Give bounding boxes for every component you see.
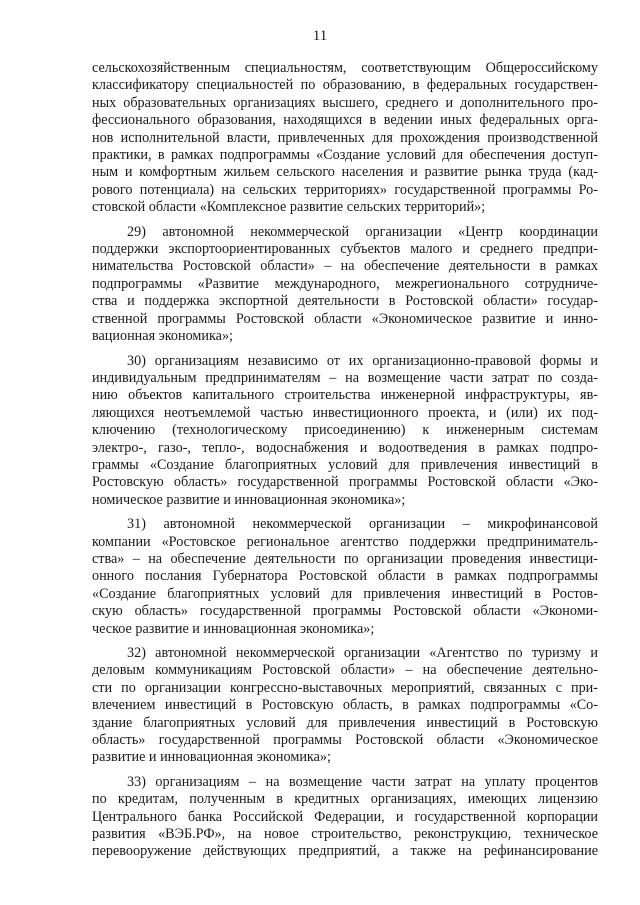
- text-line: ных образовательных организациях высшего, среднего и дополнительного про-: [92, 94, 598, 111]
- text-line: онного послания Губернатора Ростовской области в рамках подпрограммы: [92, 568, 598, 585]
- paragraph-item-31: [92, 516, 598, 638]
- text-line: подпрограммы «Развитие международного, межрегионального сотрудниче-: [92, 275, 598, 292]
- text-line: практики, в рамках подпрограммы «Создание условий для обеспечения доступ-: [92, 147, 598, 164]
- text-line: сельскохозяйственным специальностям, соответствующим Общероссийскому: [92, 60, 598, 76]
- page-number: 11: [312, 28, 328, 44]
- paragraph-item-30: [92, 353, 598, 510]
- text-line: номическое развитие и инновационная экономика»;: [92, 491, 406, 508]
- text-line: вационная экономика»;: [92, 328, 233, 345]
- text-line: нов исполнительной власти, привлеченных для прохождения производственной: [92, 129, 598, 146]
- paragraph-item-33: [92, 774, 598, 861]
- text-line: Ростовскую область» государственной программы Ростовской области «Эко-: [92, 474, 598, 491]
- text-line: здание благоприятных условий для привлечения инвестиций в Ростовскую: [92, 714, 598, 731]
- text-line: влечением инвестиций в Ростовскую область, в рамках подпрограммы «Со-: [92, 697, 598, 714]
- text-line: 29) автономной некоммерческой организации «Центр координации: [127, 223, 598, 240]
- text-line: деловым коммуникациям Ростовской области» – на обеспечение деятельно-: [92, 662, 598, 679]
- text-line: развитие и инновационная экономика»;: [92, 749, 331, 766]
- text-line: развития «ВЭБ.РФ», на новое строительство, реконструкцию, техническое: [92, 826, 598, 843]
- text-line: электро-, газо-, тепло-, водоснабжения и водоотведения в рамках подпро-: [92, 439, 598, 456]
- paragraph-continuation: [92, 60, 598, 217]
- text-line: ства и поддержка экспортной деятельности в Ростовской области» государ-: [92, 293, 598, 310]
- text-line: «Создание благоприятных условий для привлечения инвестиций в Ростов-: [92, 585, 598, 602]
- text-line: область» государственной программы Ростовской области «Экономическое: [92, 732, 598, 749]
- text-line: компании «Ростовское региональное агентство поддержки предприниматель-: [92, 533, 598, 550]
- text-line: классификатору специальностей по образованию, в федеральных государствен-: [92, 77, 598, 94]
- text-line: 30) организациям независимо от их организационно-правовой формы и: [127, 352, 598, 369]
- paragraph-item-32: [92, 645, 598, 767]
- document-body: [92, 60, 598, 861]
- text-line: ства» – на обеспечение деятельности по организации проведения инвестици-: [92, 550, 598, 567]
- text-line: индивидуальным предпринимателям – на возмещение части затрат по созда-: [92, 369, 598, 386]
- text-line: нимательства Ростовской области» – на обеспечение деятельности в рамках: [92, 258, 598, 275]
- text-line: ключению (технологическому присоединению) к инженерным системам: [92, 422, 598, 439]
- text-line: перевооружение действующих предприятий, а также на рефинансирование: [92, 843, 598, 860]
- text-line: граммы «Создание благоприятных условий для привлечения инвестиций в: [92, 456, 598, 473]
- text-line: скую область» государственной программы Ростовской области «Экономи-: [92, 603, 598, 620]
- text-line: стовской области «Комплексное развитие сельских территорий»;: [92, 199, 486, 216]
- text-line: ляющихся неотъемлемой частью инвестиционного проекта, и (или) их под-: [92, 404, 598, 421]
- text-line: Центрального банка Российской Федерации, и государственной корпорации: [92, 808, 598, 825]
- paragraph-item-29: [92, 224, 598, 346]
- text-line: сти по организации конгрессно-выставочных мероприятий, связанных с при-: [92, 679, 598, 696]
- text-line: ным и комфортным жильем сельского населения и развитие рынка труда (кад-: [92, 164, 598, 181]
- text-line: ческое развитие и инновационная экономика»;: [92, 620, 375, 637]
- text-line: рового потенциала) на сельских территориях» государственной программы Ро-: [92, 181, 598, 198]
- text-line: 32) автономной некоммерческой организации «Агентство по туризму и: [127, 645, 598, 661]
- text-line: 31) автономной некоммерческой организации – микрофинансовой: [127, 516, 598, 533]
- text-line: фессионального образования, находящихся в ведении иных федеральных орга-: [92, 112, 598, 129]
- text-line: 33) организациям – на возмещение части затрат на уплату процентов: [127, 773, 598, 790]
- text-line: ственной программы Ростовской области «Экономическое развитие и инно-: [92, 310, 598, 327]
- text-line: нию объектов капитального строительства инженерной инфраструктуры, яв-: [92, 387, 598, 404]
- text-line: поддержки экспортоориентированных субъектов малого и среднего предпри-: [92, 241, 598, 258]
- text-line: по кредитам, полученным в кредитных организациях, имеющих лицензию: [92, 791, 598, 808]
